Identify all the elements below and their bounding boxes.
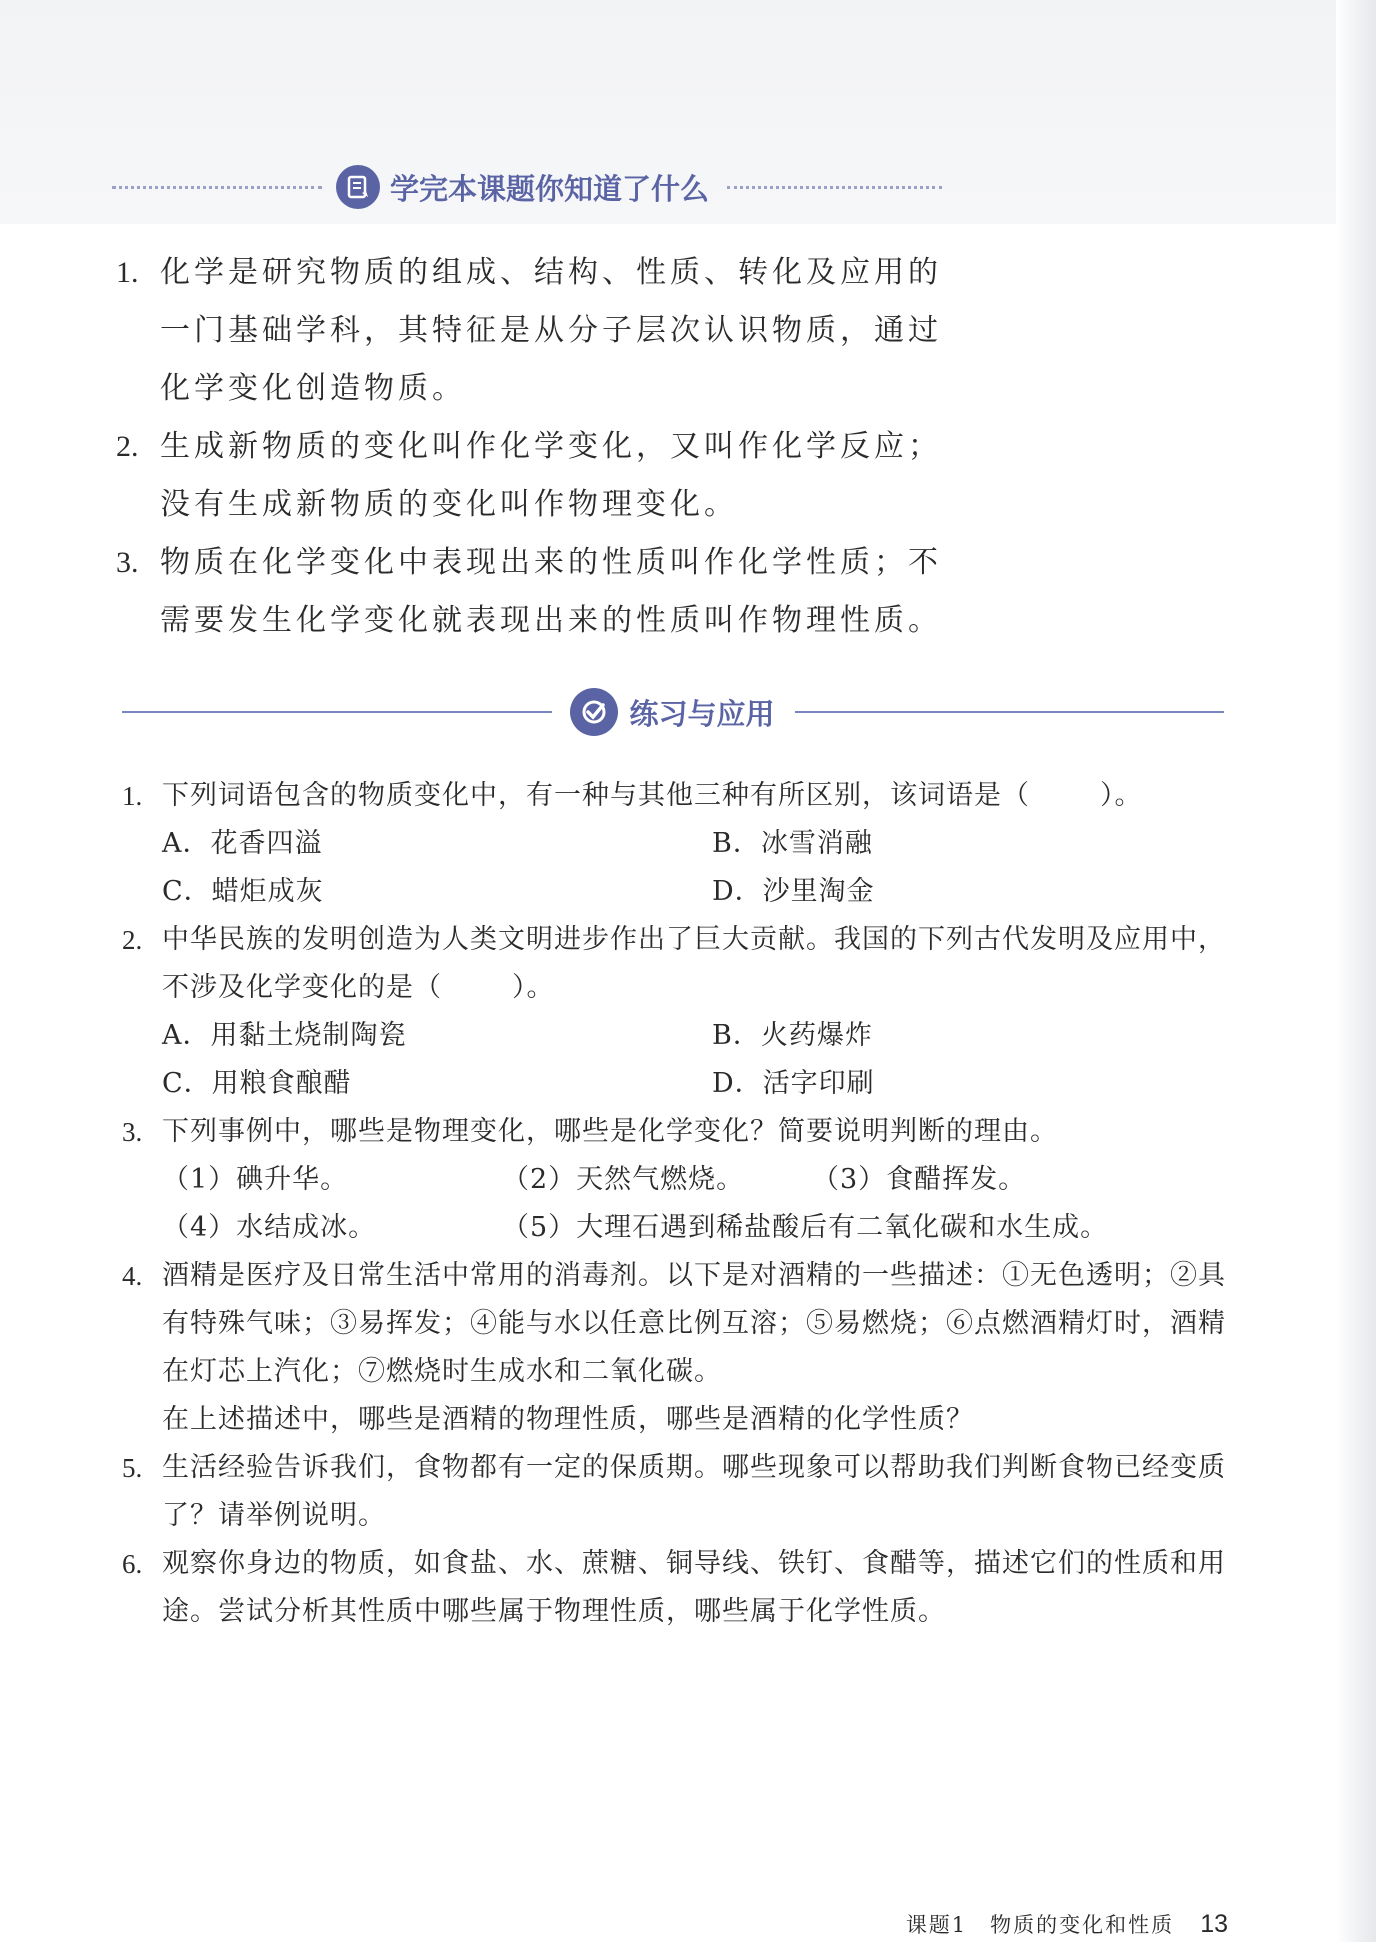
question-stem — [162, 916, 1232, 1012]
options — [162, 820, 1232, 916]
question-6 — [122, 1540, 1232, 1636]
running-header-section: 课题1 物质的变化和性质 — [905, 1913, 1175, 1937]
sub-items-row-1 — [162, 1156, 1232, 1204]
item-number: 2. — [116, 430, 139, 463]
check-icon — [570, 688, 618, 736]
dotted-divider-left — [112, 186, 322, 189]
question-number: 5. — [122, 1453, 143, 1483]
book-icon — [336, 165, 380, 209]
practice-header — [122, 684, 1224, 740]
question-2 — [122, 916, 1232, 1108]
page-gutter-shadow — [1336, 0, 1376, 1942]
stem-text-end: ）。 — [512, 972, 555, 1003]
item-text: 化学是研究物质的组成、结构、性质、转化及应用的一门基础学科，其特征是从分子层次认识物质，通过化学变化创造物质。 — [160, 255, 942, 406]
question-number: 4. — [122, 1261, 143, 1291]
page-number: 13 — [1200, 1909, 1228, 1938]
sub-item: （4）水结成冰。 — [162, 1212, 377, 1243]
option-c: C．蜡炬成灰 — [162, 876, 324, 907]
question-followup: 在上述描述中，哪些是酒精的物理性质，哪些是酒精的化学性质？ — [162, 1404, 974, 1435]
sub-items-row-2 — [162, 1204, 1232, 1252]
question-number: 6. — [122, 1549, 143, 1579]
sub-item: （2）天然气燃烧。 — [502, 1164, 745, 1195]
stem-text: 下列词语包含的物质变化中，有一种与其他三种有所区别，该词语是（ — [162, 780, 1030, 811]
summary-item — [116, 418, 946, 534]
item-text: 物质在化学变化中表现出来的性质叫作化学性质；不需要发生化学变化就表现出来的性质叫作物理性质。 — [160, 545, 942, 638]
page-footer — [858, 1904, 1228, 1944]
practice-title: 练习与应用 — [629, 696, 775, 731]
summary-item — [116, 244, 946, 418]
question-number: 3. — [122, 1117, 143, 1147]
option-c: C．用粮食酿醋 — [162, 1068, 352, 1099]
option-b: B．冰雪消融 — [712, 828, 873, 859]
exercise-list — [122, 772, 1232, 1636]
question-3 — [122, 1108, 1232, 1252]
question-stem: 下列事例中，哪些是物理变化，哪些是化学变化？简要说明判断的理由。 — [162, 1116, 1058, 1147]
summary-item — [116, 534, 946, 650]
question-stem: 观察你身边的物质，如食盐、水、蔗糖、铜导线、铁钉、食醋等，描述它们的性质和用途。尝试分析其性质中哪些属于物理性质，哪些属于化学性质。 — [162, 1548, 1226, 1627]
question-1 — [122, 772, 1232, 916]
question-stem: 生活经验告诉我们，食物都有一定的保质期。哪些现象可以帮助我们判断食物已经变质了？请举例说明。 — [162, 1452, 1226, 1531]
question-5 — [122, 1444, 1232, 1540]
option-a: A．花香四溢 — [162, 828, 323, 859]
option-d: D．沙里淘金 — [712, 876, 875, 907]
stem-text-end: ）。 — [1100, 780, 1143, 811]
question-number: 2. — [122, 925, 143, 955]
option-b: B．火药爆炸 — [712, 1020, 873, 1051]
summary-title: 学完本课题你知道了什么 — [390, 171, 710, 206]
option-d: D．活字印刷 — [712, 1068, 875, 1099]
summary-header — [112, 162, 942, 212]
question-number: 1. — [122, 781, 143, 811]
divider-left — [122, 711, 552, 713]
options — [162, 1012, 1232, 1108]
question-stem: 酒精是医疗及日常生活中常用的消毒剂。以下是对酒精的一些描述：①无色透明；②具有特殊气味；③易挥发；④能与水以任意比例互溶；⑤易燃烧；⑥点燃酒精灯时，酒精在灯芯上汽化；⑦燃烧时生成水和二氧化碳。 — [162, 1260, 1226, 1387]
option-a: A．用黏土烧制陶瓷 — [162, 1020, 407, 1051]
dotted-divider-right — [727, 186, 942, 189]
question-4 — [122, 1252, 1232, 1444]
stem-text: 中华民族的发明创造为人类文明进步作出了巨大贡献。我国的下列古代发明及应用中，不涉及化学变化的是（ — [162, 924, 1226, 1003]
summary-list — [116, 244, 946, 650]
divider-right — [795, 711, 1225, 713]
item-number: 1. — [116, 256, 139, 289]
item-number: 3. — [116, 546, 139, 579]
sub-item: （1）碘升华。 — [162, 1164, 349, 1195]
item-text: 生成新物质的变化叫作化学变化，又叫作化学反应；没有生成新物质的变化叫作物理变化。 — [160, 429, 942, 522]
question-stem — [162, 772, 1232, 820]
sub-item: （5）大理石遇到稀盐酸后有二氧化碳和水生成。 — [502, 1212, 1109, 1243]
sub-item: （3）食醋挥发。 — [812, 1164, 1027, 1195]
